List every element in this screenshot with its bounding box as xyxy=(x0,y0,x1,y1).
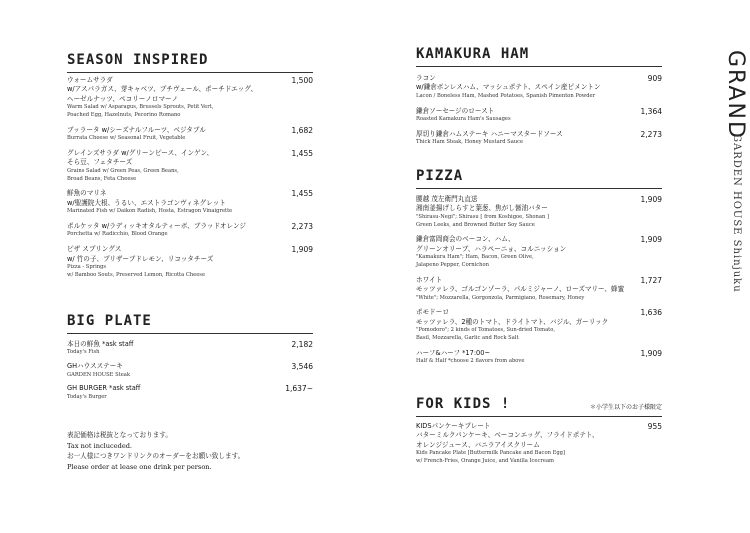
item-name-en: Porchetta w/ Radicchio, Blood Orange xyxy=(67,231,168,238)
item-name-en: Marinated Fish w/ Daikon Radish, Hosta, Estragon Vinaigrette xyxy=(67,208,233,215)
item-name-en: Burrata Cheese w/ Seasonal Fruit, Vegetable xyxy=(67,135,186,142)
item-name-en: "White"; Mozzarella, Gorgonzola, Parmigiano, Rosemary, Honey xyxy=(416,294,585,301)
item-name-jp: ラコン w/鎌倉ボンレスハム、マッシュポテト、スペイン産ピメントン xyxy=(416,74,601,92)
menu-item xyxy=(416,276,662,303)
menu-item xyxy=(67,362,313,379)
item-name-jp: 鎌倉ソーセージのロースト xyxy=(416,106,495,115)
item-name-en: "Kamakura Ham"; Ham, Bacon, Green Olive, Jalapeno Pepper, Cornichon xyxy=(416,254,534,269)
item-name-en: Warm Salad w/ Asparagus, Brussels Sprouts, Petit Vert, Poached Egg, Hazelnuts, Pecorino Romano xyxy=(67,104,214,119)
kids-note: ＊小学生以下のお子様限定 xyxy=(589,404,662,411)
menu-item xyxy=(416,74,662,101)
drink-note-jp: お一人様につきワンドリンクのオーダーをお願い致します。 xyxy=(67,452,245,460)
item-name-jp: 鮮魚のマリネ w/聖護院大根、うるい、エストラゴンヴィネグレット xyxy=(67,189,226,207)
kids-header xyxy=(416,396,662,417)
item-name-jp: GHハウスステーキ xyxy=(67,362,123,371)
menu-item xyxy=(67,222,313,239)
item-name-en: Kids Pancake Plate [Buttermilk Pancake and Bacon Egg] w/ French-Fries, Orange Juice, and Vanilla Icecream xyxy=(416,450,566,465)
item-price: 2,273 xyxy=(640,129,662,139)
menu-item xyxy=(67,189,313,216)
menu-item xyxy=(416,308,662,342)
notes xyxy=(67,430,313,472)
ham-title: KAMAKURA HAM xyxy=(416,46,662,67)
item-name-en: Thick Ham Steak, Honey Mustard Sauce xyxy=(416,139,524,146)
item-price: 1,682 xyxy=(291,125,313,135)
item-name-en: Pizza - Springs w/ Bamboo Souts, Preserved Lemon, Ricotta Cheese xyxy=(67,264,206,278)
kids-title: FOR KIDS ! xyxy=(416,396,662,417)
item-price: 1,364 xyxy=(640,106,662,116)
menu-item xyxy=(416,195,662,229)
pizza-list xyxy=(416,195,662,372)
menu-item xyxy=(416,422,662,466)
tax-note-jp: 表記価格は税抜となっております。 xyxy=(67,431,172,439)
tax-note-en: Tax not incluceded. xyxy=(67,441,133,450)
item-price: 1,909 xyxy=(291,245,313,255)
item-name-jp: GH BURGER *ask staff xyxy=(67,384,141,393)
big-plate-list xyxy=(67,340,313,407)
item-name-jp: ポモドーロ モッツァレラ、2種のトマト、ドライトマト、バジル、ガーリック xyxy=(416,308,609,326)
item-price: 3,546 xyxy=(291,362,313,372)
menu-item xyxy=(67,76,313,120)
item-name-en: Half & Half *choose 2 flavors from above xyxy=(416,358,525,365)
item-price: 909 xyxy=(647,74,662,83)
item-price: 1,455 xyxy=(291,149,313,159)
item-name-jp: ホワイト モッツァレラ、ゴルゴンゾーラ、パルミジャーノ、ローズマリー、蜂蜜 xyxy=(416,275,625,294)
item-price: 1,909 xyxy=(640,235,662,245)
item-name-en: "Pomodoro"; 2 kinds of Tomatoes, Sun-dried Tomato, Basil, Mozzarella, Garlic and Rock Salt xyxy=(416,327,556,342)
item-name-jp: グレインズサラダ w/グリーンピース、インゲン、 そら豆、フェタチーズ xyxy=(67,149,214,167)
brand-sub: GARDEN HOUSE Shinjuku xyxy=(731,134,742,293)
menu-item xyxy=(67,126,313,143)
pizza-title: PIZZA xyxy=(416,168,662,189)
item-name-en: GARDEN HOUSE Steak xyxy=(67,371,131,378)
menu-item xyxy=(416,235,662,269)
item-name-jp: KIDSパンケーキプレート バターミルクパンケーキ、ベーコンエッグ、フライドポテト、 オレンジジュース、バニラアイスクリーム xyxy=(416,422,599,449)
item-name-jp: ピザ スプリングス w/ 竹の子、プリザーブドレモン、リコッタチーズ xyxy=(67,245,214,263)
item-name-jp: 鎌倉富岡商会のベーコン、ハム、 グリーンオリーブ、ハラペーニョ、コルニッション xyxy=(416,235,567,253)
item-price: 1,500 xyxy=(291,76,313,85)
kids-list xyxy=(416,422,662,472)
item-name-jp: ハーフ&ハーフ *17:00~ xyxy=(416,348,490,357)
item-price: 1,636 xyxy=(640,308,662,318)
item-price: 955 xyxy=(647,422,662,431)
item-price: 2,273 xyxy=(291,222,313,232)
brand-name: GRAND xyxy=(723,50,748,140)
drink-note-en: Please order at lease one drink per person. xyxy=(67,462,212,471)
item-price: 1,909 xyxy=(640,195,662,204)
menu-item xyxy=(67,384,313,401)
menu-item xyxy=(67,149,313,183)
item-name-en: Today's Burger xyxy=(67,393,107,400)
item-name-en: Grains Salad w/ Green Peas, Green Beans, Broad Beans, Feta Cheese xyxy=(67,167,179,182)
ham-list xyxy=(416,74,662,153)
menu-item xyxy=(416,349,662,366)
item-name-en: Today's Fish xyxy=(67,349,100,356)
item-name-jp: ウォームサラダ w/アスパラガス、芽キャベツ、プチヴェール、ポーチドエッグ、 ヘーゼルナッツ、ペコリーノロマーノ xyxy=(67,76,258,103)
item-name-jp: ブッラータ w/シーズナルフルーツ、ベジタブル xyxy=(67,125,206,134)
item-price: 1,909 xyxy=(640,348,662,358)
season-title: SEASON INSPIRED xyxy=(67,52,313,73)
menu-item xyxy=(67,340,313,357)
menu-item xyxy=(416,130,662,147)
item-price: 1,637~ xyxy=(285,384,313,394)
big-plate-title: BIG PLATE xyxy=(67,313,313,334)
item-name-jp: 腰越 茂左衛門丸直送 湘南釜揚げしらすと葉葱、焦がし醤油バター xyxy=(416,195,548,213)
season-list xyxy=(67,76,313,286)
item-price: 1,727 xyxy=(640,275,662,285)
item-name-en: Roasted Kamakura Ham's Sausages xyxy=(416,116,511,123)
item-name-jp: 本日の鮮魚 *ask staff xyxy=(67,340,134,348)
item-name-jp: ポルケッタ w/ラディッキオタルティーボ、ブラッドオレンジ xyxy=(67,222,246,231)
item-name-en: Lacon / Boneless Ham, Mashed Potatoes, Spanish Pimenton Powder xyxy=(416,92,596,99)
item-name-jp: 厚切り鎌倉ハムステーキ ハニーマスタードソース xyxy=(416,129,563,138)
item-price: 1,455 xyxy=(291,189,313,199)
item-name-en: "Shirasu-Negi"; Shirasu [ from Koshigoe, Shonan ] Green Leeks, and Browned Butter Soy Sauce xyxy=(416,213,549,228)
item-price: 2,182 xyxy=(291,340,313,349)
menu-item xyxy=(416,107,662,124)
menu-item xyxy=(67,245,313,279)
